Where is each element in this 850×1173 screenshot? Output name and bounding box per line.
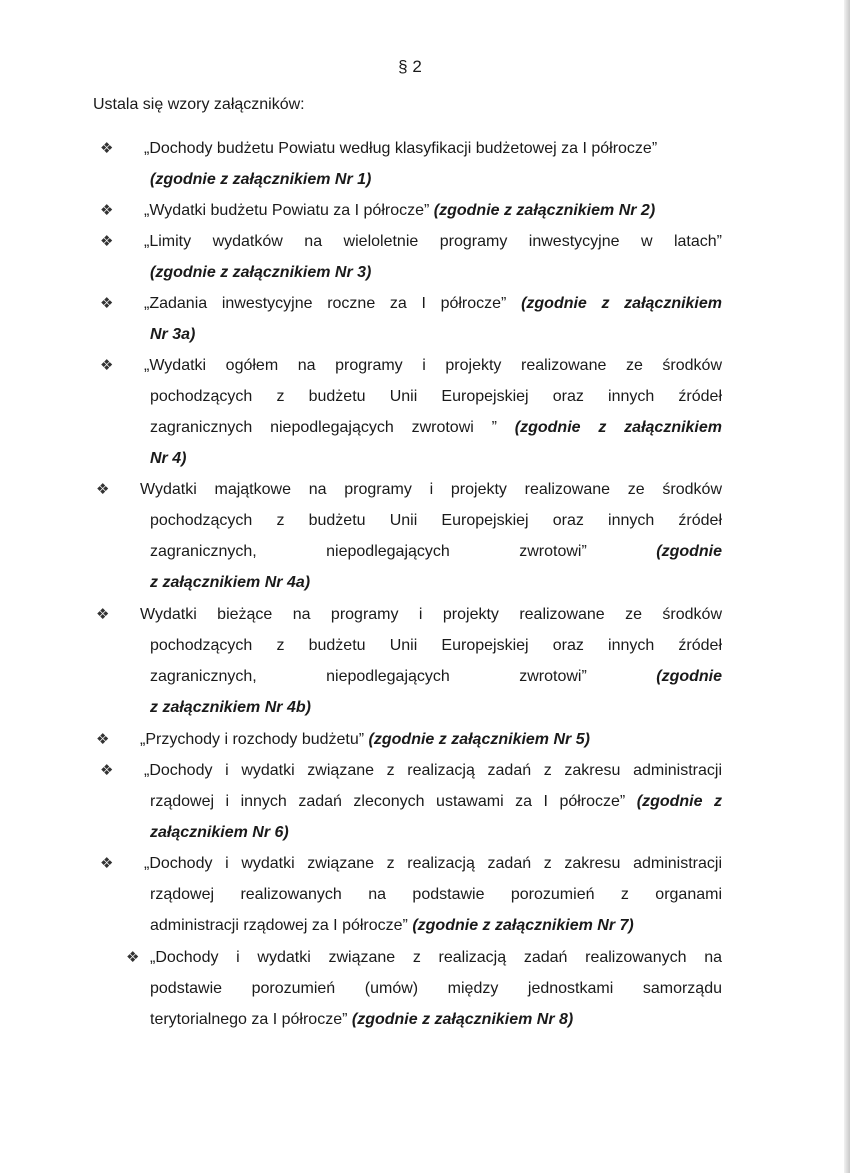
attachment-reference: Nr 3a) bbox=[150, 326, 196, 343]
attachment-title: „Wydatki budżetu Powiatu za I półrocze” bbox=[144, 202, 434, 219]
attachment-item bbox=[100, 133, 722, 195]
attachment-line bbox=[150, 1004, 722, 1035]
attachment-line bbox=[144, 288, 722, 319]
diamond-bullet-icon: ❖ bbox=[100, 140, 114, 157]
attachment-reference: (zgodnie z załącznikiem bbox=[521, 295, 722, 312]
attachment-line bbox=[140, 567, 722, 598]
attachment-line bbox=[144, 443, 722, 474]
attachment-title: zagranicznych, niepodlegających zwrotowi” bbox=[150, 543, 657, 560]
attachment-line bbox=[140, 692, 722, 723]
page-edge-shadow bbox=[844, 0, 850, 1173]
attachment-item bbox=[96, 474, 722, 598]
attachment-line bbox=[140, 630, 722, 661]
attachment-title: podstawie porozumień (umów) między jednostkami samorządu bbox=[150, 980, 722, 997]
attachment-title: pochodzących z budżetu Unii Europejskiej oraz innych źródeł bbox=[150, 512, 722, 529]
attachment-title: „Wydatki ogółem na programy i projekty realizowane ze środków bbox=[144, 357, 722, 374]
attachment-line bbox=[150, 973, 722, 1004]
attachment-title: pochodzących z budżetu Unii Europejskiej oraz innych źródeł bbox=[150, 388, 722, 405]
attachment-item bbox=[100, 226, 722, 288]
attachment-line bbox=[144, 195, 722, 226]
attachment-line bbox=[140, 474, 722, 505]
attachment-title: „Dochody budżetu Powiatu według klasyfikacji budżetowej za I półrocze” bbox=[144, 140, 658, 157]
attachment-title: terytorialnego za I półrocze” bbox=[150, 1011, 352, 1028]
attachment-line bbox=[144, 755, 722, 786]
attachment-title: „Dochody i wydatki związane z realizacją zadań z zakresu administracji bbox=[144, 762, 722, 779]
diamond-bullet-icon: ❖ bbox=[100, 233, 114, 250]
attachment-reference: (zgodnie z załącznikiem Nr 3) bbox=[150, 264, 372, 281]
attachment-line bbox=[144, 350, 722, 381]
attachment-line bbox=[144, 910, 722, 941]
attachment-title: Wydatki majątkowe na programy i projekty realizowane ze środków bbox=[140, 481, 722, 498]
diamond-bullet-icon: ❖ bbox=[100, 295, 114, 312]
intro-text: Ustala się wzory załączników: bbox=[93, 96, 305, 113]
attachment-title: zagranicznych, niepodlegających zwrotowi” bbox=[150, 668, 657, 685]
attachment-item bbox=[100, 195, 722, 226]
attachment-title: Wydatki bieżące na programy i projekty realizowane ze środków bbox=[140, 606, 722, 623]
attachment-reference: (zgodnie bbox=[656, 668, 722, 685]
attachment-line bbox=[144, 381, 722, 412]
attachment-line bbox=[140, 599, 722, 630]
attachment-title: administracji rządowej za I półrocze” bbox=[150, 917, 413, 934]
attachment-item bbox=[96, 599, 722, 723]
attachment-item bbox=[100, 755, 722, 848]
attachment-title: „Zadania inwestycyjne roczne za I półrocze” bbox=[144, 295, 522, 312]
attachment-reference: z załącznikiem Nr 4b) bbox=[150, 699, 311, 716]
attachment-reference: (zgodnie z bbox=[636, 793, 722, 810]
attachment-title: rządowej i innych zadań zleconych ustawami za I półrocze” bbox=[150, 793, 637, 810]
diamond-bullet-icon: ❖ bbox=[96, 481, 110, 498]
attachment-line bbox=[140, 536, 722, 567]
attachment-title: „Dochody i wydatki związane z realizacją zadań realizowanych na bbox=[150, 949, 722, 966]
attachment-line bbox=[140, 724, 722, 755]
diamond-bullet-icon: ❖ bbox=[100, 202, 114, 219]
attachment-line bbox=[144, 164, 722, 195]
diamond-bullet-icon: ❖ bbox=[100, 357, 114, 374]
attachment-item bbox=[126, 942, 722, 1035]
attachment-reference: załącznikiem Nr 6) bbox=[150, 824, 289, 841]
attachment-line bbox=[144, 786, 722, 817]
attachment-title: zagranicznych niepodlegających zwrotowi ” bbox=[150, 419, 515, 436]
attachment-reference: (zgodnie z załącznikiem Nr 1) bbox=[150, 171, 372, 188]
attachment-reference: (zgodnie z załącznikiem Nr 8) bbox=[351, 1011, 574, 1028]
attachment-reference: (zgodnie bbox=[656, 543, 722, 560]
section-heading: § 2 bbox=[398, 57, 422, 76]
attachment-reference: (zgodnie z załącznikiem Nr 7) bbox=[412, 917, 634, 934]
attachment-line bbox=[144, 226, 722, 257]
attachment-item bbox=[100, 848, 722, 941]
diamond-bullet-icon: ❖ bbox=[126, 949, 140, 966]
attachment-title: „Przychody i rozchody budżetu” bbox=[140, 731, 369, 748]
diamond-bullet-icon: ❖ bbox=[96, 731, 110, 748]
attachment-line bbox=[144, 817, 722, 848]
attachment-reference: (zgodnie z załącznikiem bbox=[514, 419, 722, 436]
attachment-reference: (zgodnie z załącznikiem Nr 5) bbox=[368, 731, 590, 748]
diamond-bullet-icon: ❖ bbox=[96, 606, 110, 623]
diamond-bullet-icon: ❖ bbox=[100, 855, 114, 872]
attachment-item bbox=[100, 288, 722, 350]
attachment-item bbox=[96, 724, 722, 755]
attachment-reference: z załącznikiem Nr 4a) bbox=[150, 574, 311, 591]
attachment-line bbox=[144, 257, 722, 288]
diamond-bullet-icon: ❖ bbox=[100, 762, 114, 779]
attachment-line bbox=[150, 942, 722, 973]
attachment-line bbox=[144, 319, 722, 350]
attachment-reference: Nr 4) bbox=[150, 450, 187, 467]
attachment-line bbox=[140, 505, 722, 536]
attachment-reference: (zgodnie z załącznikiem Nr 2) bbox=[433, 202, 656, 219]
attachment-line bbox=[144, 879, 722, 910]
attachment-line bbox=[140, 661, 722, 692]
attachment-title: rządowej realizowanych na podstawie porozumień z organami bbox=[150, 886, 722, 903]
attachment-title: pochodzących z budżetu Unii Europejskiej oraz innych źródeł bbox=[150, 637, 722, 654]
attachment-title: „Dochody i wydatki związane z realizacją zadań z zakresu administracji bbox=[144, 855, 722, 872]
attachment-line bbox=[144, 412, 722, 443]
attachment-title: „Limity wydatków na wieloletnie programy inwestycyjne w latach” bbox=[144, 233, 722, 250]
attachment-item bbox=[100, 350, 722, 474]
attachment-line bbox=[144, 133, 722, 164]
attachment-line bbox=[144, 848, 722, 879]
